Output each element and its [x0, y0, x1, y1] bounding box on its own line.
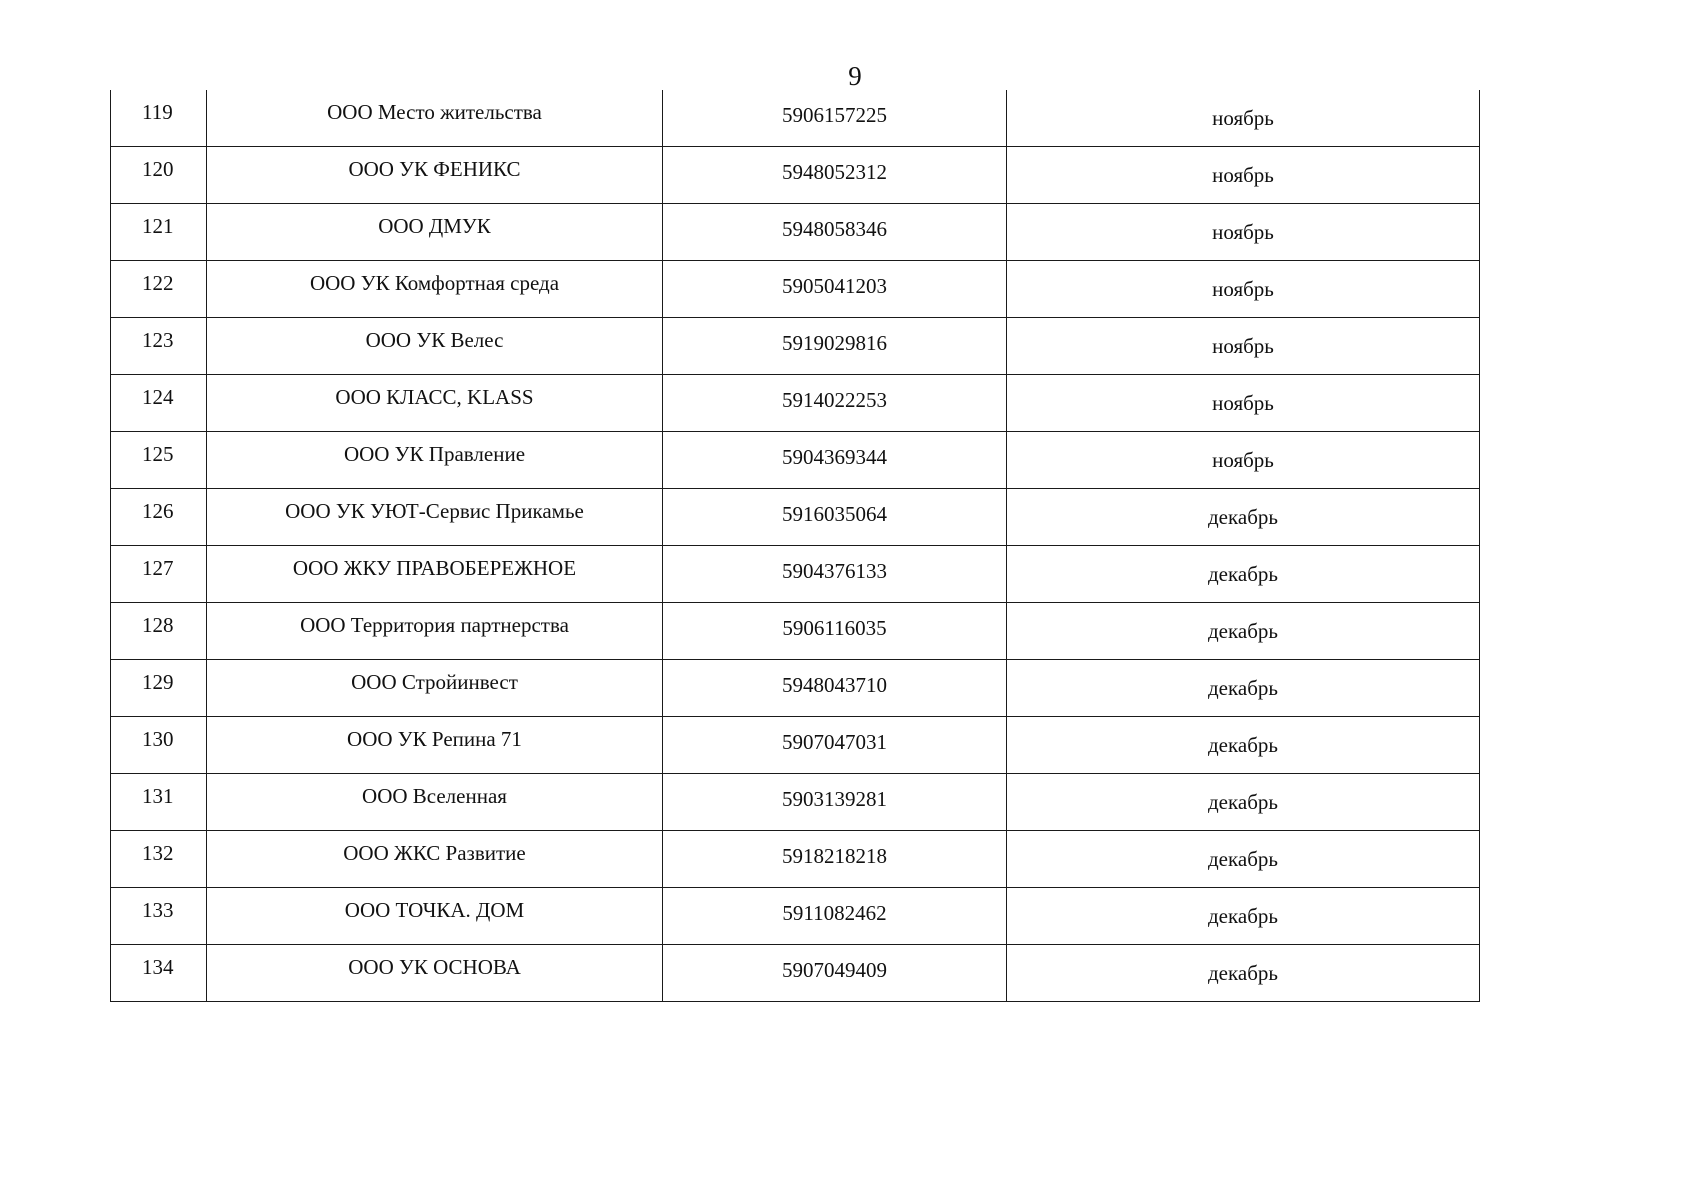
table-row: [111, 318, 1480, 375]
inn-number: 5919029816: [782, 330, 887, 355]
row-number: 119: [142, 99, 173, 124]
organization-name-cell: [207, 204, 663, 261]
table-row: [111, 603, 1480, 660]
registry-table: [110, 90, 1480, 1002]
table-row: [111, 831, 1480, 888]
table-row: [111, 147, 1480, 204]
row-number: 127: [142, 555, 174, 580]
row-number: 129: [142, 669, 174, 694]
inn-number: 5907049409: [782, 957, 887, 982]
row-number: 132: [142, 840, 174, 865]
inspection-month-cell: [1007, 660, 1480, 717]
inn-number: 5904376133: [782, 558, 887, 583]
inn-number-cell: [663, 147, 1007, 204]
inn-number: 5905041203: [782, 273, 887, 298]
table-row: [111, 432, 1480, 489]
page-number: 9: [848, 61, 862, 91]
organization-name-cell: [207, 717, 663, 774]
row-number: 121: [142, 213, 174, 238]
inspection-month-cell: [1007, 888, 1480, 945]
inspection-month-cell: [1007, 90, 1480, 147]
row-number-cell: [111, 774, 207, 831]
row-number: 120: [142, 156, 174, 181]
row-number-cell: [111, 261, 207, 318]
organization-name-cell: [207, 831, 663, 888]
inspection-month: ноябрь: [1212, 447, 1274, 472]
row-number: 123: [142, 327, 174, 352]
inn-number-cell: [663, 888, 1007, 945]
inn-number-cell: [663, 375, 1007, 432]
inspection-month: ноябрь: [1212, 162, 1274, 187]
organization-name: ООО УК Правление: [343, 441, 526, 466]
inn-number-cell: [663, 774, 1007, 831]
inspection-month: декабрь: [1208, 618, 1278, 643]
organization-name-cell: [207, 546, 663, 603]
inn-number-cell: [663, 603, 1007, 660]
inspection-month: ноябрь: [1212, 219, 1274, 244]
row-number-cell: [111, 660, 207, 717]
organization-name-cell: [207, 375, 663, 432]
organization-name-cell: [207, 90, 663, 147]
organization-name-cell: [207, 888, 663, 945]
organization-name-cell: [207, 660, 663, 717]
row-number: 131: [142, 783, 174, 808]
inspection-month-cell: [1007, 375, 1480, 432]
row-number-cell: [111, 489, 207, 546]
inspection-month-cell: [1007, 945, 1480, 1002]
inn-number-cell: [663, 831, 1007, 888]
inn-number: 5906157225: [782, 102, 887, 127]
table-body: [111, 90, 1480, 1002]
organization-name: ООО КЛАСС, KLASS: [335, 384, 534, 409]
inspection-month: декабрь: [1208, 561, 1278, 586]
row-number: 130: [142, 726, 174, 751]
inspection-month-cell: [1007, 546, 1480, 603]
inn-number: 5904369344: [782, 444, 887, 469]
inspection-month-cell: [1007, 831, 1480, 888]
inn-number: 5918218218: [782, 843, 887, 868]
organization-name: ООО УК Велес: [365, 327, 504, 352]
row-number: 125: [142, 441, 174, 466]
organization-name-cell: [207, 318, 663, 375]
inn-number-cell: [663, 432, 1007, 489]
inspection-month: декабрь: [1208, 504, 1278, 529]
row-number: 133: [142, 897, 174, 922]
organization-name-cell: [207, 945, 663, 1002]
inn-number-cell: [663, 546, 1007, 603]
inspection-month: ноябрь: [1212, 390, 1274, 415]
organization-name: ООО ЖКС Развитие: [343, 840, 526, 865]
table-row: [111, 717, 1480, 774]
inn-number: 5911082462: [782, 900, 887, 925]
organization-name-cell: [207, 147, 663, 204]
inspection-month: декабрь: [1208, 960, 1278, 985]
inspection-month-cell: [1007, 774, 1480, 831]
inn-number: 5914022253: [782, 387, 887, 412]
row-number-cell: [111, 318, 207, 375]
inspection-month: декабрь: [1208, 789, 1278, 814]
table-row: [111, 489, 1480, 546]
inn-number-cell: [663, 489, 1007, 546]
table-row: [111, 945, 1480, 1002]
row-number-cell: [111, 432, 207, 489]
row-number-cell: [111, 375, 207, 432]
inn-number-cell: [663, 318, 1007, 375]
organization-name: ООО УК ФЕНИКС: [348, 156, 521, 181]
inn-number: 5907047031: [782, 729, 887, 754]
inspection-month: ноябрь: [1212, 105, 1274, 130]
table-row: [111, 546, 1480, 603]
organization-name: ООО ЖКУ ПРАВОБЕРЕЖНОЕ: [292, 555, 577, 580]
row-number: 124: [142, 384, 174, 409]
inspection-month-cell: [1007, 318, 1480, 375]
inspection-month-cell: [1007, 603, 1480, 660]
row-number-cell: [111, 603, 207, 660]
organization-name-cell: [207, 432, 663, 489]
table-row: [111, 774, 1480, 831]
inspection-month-cell: [1007, 489, 1480, 546]
row-number-cell: [111, 204, 207, 261]
inn-number-cell: [663, 204, 1007, 261]
organization-name: ООО Место жительства: [327, 99, 542, 124]
row-number-cell: [111, 546, 207, 603]
inn-number: 5948043710: [782, 672, 887, 697]
inn-number: 5948058346: [782, 216, 887, 241]
row-number-cell: [111, 90, 207, 147]
table-row: [111, 204, 1480, 261]
inn-number-cell: [663, 261, 1007, 318]
row-number-cell: [111, 945, 207, 1002]
inn-number: 5906116035: [782, 615, 887, 640]
inspection-month: ноябрь: [1212, 333, 1274, 358]
row-number: 122: [142, 270, 174, 295]
inn-number-cell: [663, 945, 1007, 1002]
inspection-month-cell: [1007, 717, 1480, 774]
organization-name-cell: [207, 489, 663, 546]
table-row: [111, 90, 1480, 147]
organization-name-cell: [207, 261, 663, 318]
organization-name: ООО УК УЮТ-Сервис Прикамье: [285, 498, 584, 523]
inspection-month-cell: [1007, 432, 1480, 489]
inn-number: 5903139281: [782, 786, 887, 811]
organization-name: ООО Вселенная: [362, 783, 507, 808]
table-row: [111, 660, 1480, 717]
table-row: [111, 261, 1480, 318]
row-number: 128: [142, 612, 174, 637]
inn-number-cell: [663, 660, 1007, 717]
inn-number-cell: [663, 90, 1007, 147]
organization-name: ООО ДМУК: [378, 213, 491, 238]
organization-name: ООО Стройинвест: [351, 669, 518, 694]
inn-number: 5916035064: [782, 501, 887, 526]
row-number: 126: [142, 498, 174, 523]
row-number-cell: [111, 717, 207, 774]
organization-name-cell: [207, 603, 663, 660]
inspection-month: декабрь: [1208, 903, 1278, 928]
table-row: [111, 375, 1480, 432]
organization-name: ООО ТОЧКА. ДОМ: [344, 897, 525, 922]
row-number-cell: [111, 147, 207, 204]
organization-name: ООО УК Репина 71: [347, 726, 522, 751]
inspection-month-cell: [1007, 261, 1480, 318]
inn-number-cell: [663, 717, 1007, 774]
row-number-cell: [111, 831, 207, 888]
inspection-month: декабрь: [1208, 846, 1278, 871]
inn-number: 5948052312: [782, 159, 887, 184]
table-row: [111, 888, 1480, 945]
row-number: 134: [142, 954, 174, 979]
organization-name: ООО Территория партнерства: [300, 612, 569, 637]
organization-name: ООО УК ОСНОВА: [348, 954, 521, 979]
inspection-month: ноябрь: [1212, 276, 1274, 301]
row-number-cell: [111, 888, 207, 945]
organization-name: ООО УК Комфортная среда: [309, 270, 560, 295]
inspection-month-cell: [1007, 147, 1480, 204]
inspection-month: декабрь: [1208, 675, 1278, 700]
inspection-month: декабрь: [1208, 732, 1278, 757]
organization-name-cell: [207, 774, 663, 831]
inspection-month-cell: [1007, 204, 1480, 261]
